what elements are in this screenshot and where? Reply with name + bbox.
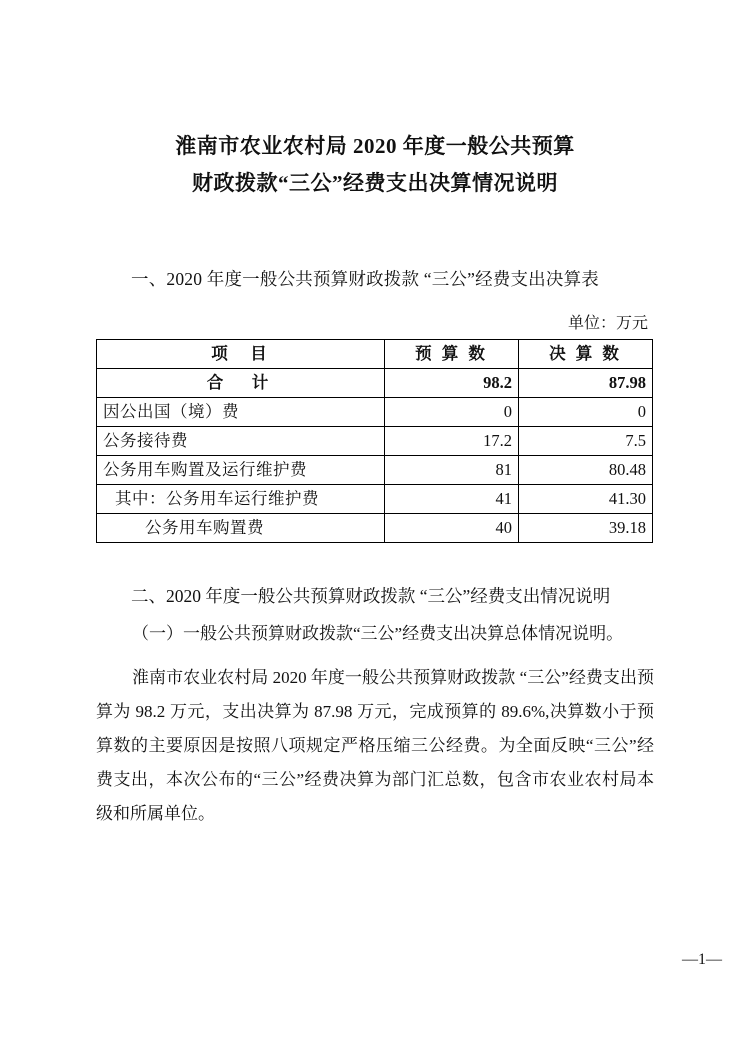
table-row: [97, 369, 653, 398]
table-unit-label: 单位：万元: [567, 315, 648, 332]
row-budget-value: 40: [385, 514, 519, 543]
table-header-final: 决 算 数: [519, 340, 653, 369]
body-paragraph: 淮南市农业农村局 2020 年度一般公共预算财政拨款 “三公”经费支出预算为 98.2 万元，支出决算为 87.98 万元，完成预算的 89.6%,决算数小于预算数的主要原因是按照八项规定严格压缩三公经费。为全面反映“三公”经费支出，本次公布的“三公”经费决算为部门汇总数，包含市农业农村局本级和所属单位。: [96, 668, 654, 823]
row-item-label: 因公出国（境）费: [97, 398, 385, 427]
row-final-value: 80.48: [519, 456, 653, 485]
table-header-item: 项 目: [97, 340, 385, 369]
row-budget-value: 41: [385, 485, 519, 514]
row-final-value: 0: [519, 398, 653, 427]
row-item-label: 公务接待费: [97, 427, 385, 456]
section-heading-1: 一、2020 年度一般公共预算财政拨款 “三公”经费支出决算表: [131, 269, 599, 289]
table-row: [97, 456, 653, 485]
table-row: [97, 427, 653, 456]
table-row: [97, 514, 653, 543]
row-budget-value: 17.2: [385, 427, 519, 456]
subsection-heading-1: （一）一般公共预算财政拨款“三公”经费支出决算总体情况说明。: [132, 624, 624, 643]
table-row: [97, 398, 653, 427]
document-title: [96, 128, 654, 202]
row-final-value: 7.5: [519, 427, 653, 456]
table-header-row: [97, 340, 653, 369]
row-final-value: 41.30: [519, 485, 653, 514]
page-number: —1—: [682, 951, 722, 968]
budget-table: [96, 339, 653, 543]
row-final-value: 39.18: [519, 514, 653, 543]
row-item-label: 公务用车购置及运行维护费: [97, 456, 385, 485]
section-heading-2: 二、2020 年度一般公共预算财政拨款 “三公”经费支出情况说明: [131, 586, 611, 606]
table-row: [97, 485, 653, 514]
document-title-line2: 财政拨款“三公”经费支出决算情况说明: [192, 171, 558, 195]
row-budget-value: 0: [385, 398, 519, 427]
row-budget-value: 81: [385, 456, 519, 485]
document-title-line1: 淮南市农业农村局 2020 年度一般公共预算: [175, 134, 575, 158]
row-item-label: 公务用车购置费: [97, 514, 385, 543]
row-budget-value: 98.2: [385, 369, 519, 398]
row-item-label: 合 计: [97, 369, 385, 398]
row-item-label: 其中：公务用车运行维护费: [97, 485, 385, 514]
page-content: [96, 0, 654, 1061]
table-header-budget: 预 算 数: [385, 340, 519, 369]
row-final-value: 87.98: [519, 369, 653, 398]
